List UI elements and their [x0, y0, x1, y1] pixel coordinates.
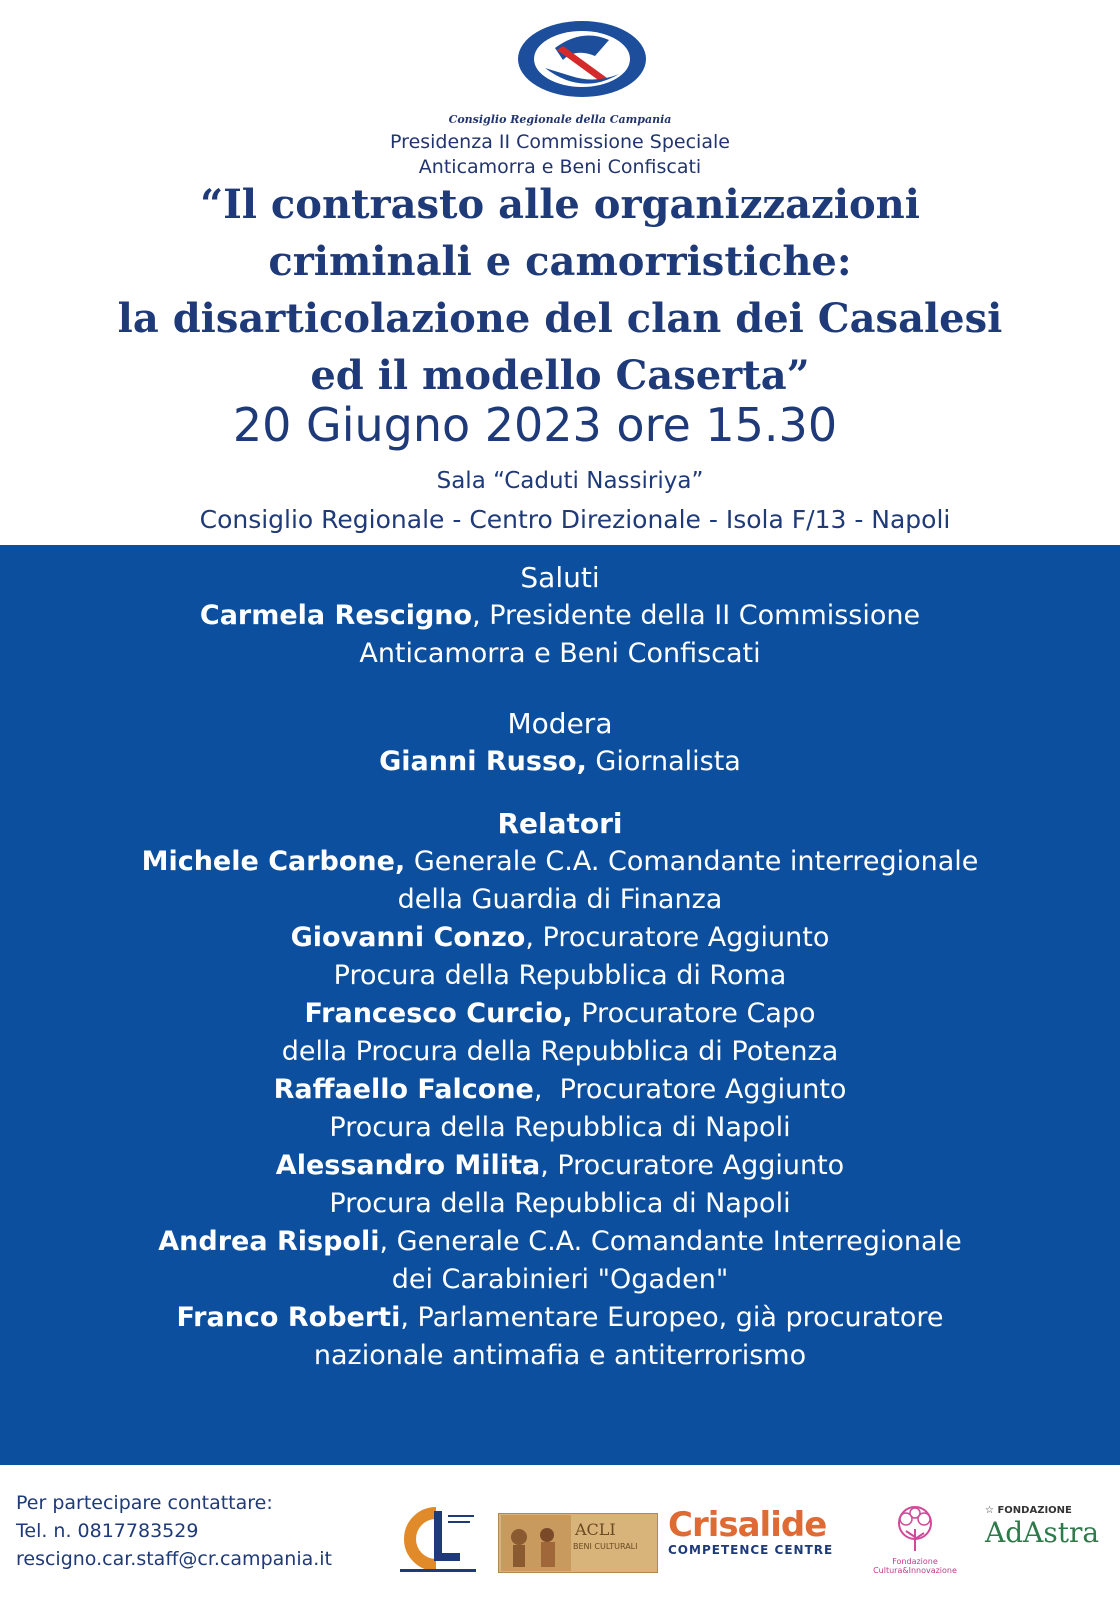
- speaker-role: , Procuratore Aggiunto: [525, 922, 830, 953]
- speaker-role: , Parlamentare Europeo, già procuratore: [400, 1302, 944, 1333]
- title-line: la disarticolazione del clan dei Casalesi: [117, 295, 1003, 342]
- contact-email[interactable]: rescigno.car.staff@cr.campania.it: [16, 1548, 333, 1570]
- event-venue: Consiglio Regionale - Centro Direzionale - Isola F/13 - Napoli: [199, 505, 951, 534]
- speaker-name: Andrea Rispoli: [158, 1226, 380, 1257]
- moderator: [0, 743, 1120, 781]
- campania-region-logo: [515, 18, 650, 100]
- acli-beni-culturali-logo: [498, 1513, 658, 1573]
- saluti-label: Saluti: [520, 561, 600, 594]
- fondazione-cultura-innovazione-logo: [870, 1505, 960, 1575]
- speaker-name: Alessandro Milita: [275, 1150, 541, 1181]
- relatore: [0, 1071, 1120, 1109]
- relatore: [0, 1299, 1120, 1337]
- speaker-role-continued: della Guardia di Finanza: [397, 884, 723, 915]
- crisalide-subtitle: COMPETENCE CENTRE: [668, 1543, 834, 1557]
- speaker-name: Raffaello Falcone: [273, 1074, 534, 1105]
- speaker-role-continued: Anticamorra e Beni Confiscati: [359, 638, 761, 669]
- adastra-fondazione: FONDAZIONE: [997, 1505, 1072, 1516]
- crisalide-logo: [668, 1505, 858, 1575]
- program-section: [0, 545, 1120, 1465]
- title-line: ed il modello Caserta”: [310, 352, 810, 399]
- saluti-speaker: [0, 597, 1120, 635]
- fondazione-adastra-logo: [985, 1505, 1105, 1575]
- speaker-name: Francesco Curcio,: [304, 998, 573, 1029]
- commission-line-1: Presidenza II Commissione Speciale: [390, 131, 730, 153]
- relatore: [0, 919, 1120, 957]
- relatori-label: Relatori: [497, 807, 623, 840]
- commission-line-2: Anticamorra e Beni Confiscati: [418, 156, 702, 178]
- star-icon: ☆: [985, 1505, 998, 1516]
- tree-icon: [880, 1505, 950, 1553]
- speaker-name: Gianni Russo,: [379, 746, 587, 777]
- speaker-role: , Generale C.A. Comandante Interregionale: [379, 1226, 962, 1257]
- relatore: [0, 995, 1120, 1033]
- speaker-role: , Presidente della II Commissione: [472, 600, 921, 631]
- title-line: “Il contrasto alle organizzazioni: [200, 181, 920, 228]
- poster-footer: [0, 1465, 1120, 1600]
- contact-info: [16, 1489, 332, 1573]
- fresco-image-icon: [501, 1515, 571, 1571]
- speaker-role: , Procuratore Aggiunto: [533, 1074, 847, 1105]
- speaker-role-continued: Procura della Repubblica di Roma: [333, 960, 787, 991]
- relatore: [0, 843, 1120, 881]
- speaker-role-continued: dei Carabinieri "Ogaden": [391, 1264, 729, 1295]
- speaker-role: Giornalista: [586, 746, 741, 777]
- speaker-name: Giovanni Conzo: [290, 922, 526, 953]
- event-title: [40, 176, 1080, 404]
- commission-name: [0, 130, 1120, 180]
- fondazione-label: Fondazione Cultura&Innovazione: [873, 1557, 957, 1575]
- modera-label: Modera: [507, 707, 613, 740]
- speaker-role-continued: della Procura della Repubblica di Potenza: [281, 1036, 839, 1067]
- poster-header: [0, 0, 1120, 545]
- speaker-role: , Procuratore Aggiunto: [540, 1150, 845, 1181]
- acli-sublabel: BENI CULTURALI: [573, 1542, 638, 1551]
- speaker-name: Michele Carbone,: [141, 846, 406, 877]
- speaker-role-continued: Procura della Repubblica di Napoli: [329, 1112, 791, 1143]
- event-room: Sala “Caduti Nassiriya”: [436, 468, 704, 494]
- contact-label: Per partecipare contattare:: [16, 1492, 273, 1514]
- speaker-role-continued: nazionale antimafia e antiterrorismo: [313, 1340, 807, 1371]
- speaker-name: Franco Roberti: [176, 1302, 401, 1333]
- speaker-role-continued: Procura della Repubblica di Napoli: [329, 1188, 791, 1219]
- adastra-top-label: [985, 1505, 1105, 1516]
- osservatorio-legalita-logo: [398, 1505, 478, 1575]
- contact-phone[interactable]: Tel. n. 0817783529: [16, 1520, 199, 1542]
- speaker-name: Carmela Rescigno: [199, 600, 473, 631]
- acli-label: ACLI: [575, 1520, 616, 1539]
- council-name: Consiglio Regionale della Campania: [448, 113, 672, 126]
- relatore: [0, 1147, 1120, 1185]
- crisalide-wordmark: Crisalide: [668, 1505, 827, 1545]
- speaker-role: Generale C.A. Comandante interregionale: [405, 846, 979, 877]
- event-date: 20 Giugno 2023 ore 15.30: [232, 398, 838, 452]
- speaker-role: Procuratore Capo: [572, 998, 816, 1029]
- relatore: [0, 1223, 1120, 1261]
- adastra-wordmark: AdAstra: [985, 1516, 1100, 1549]
- title-line: criminali e camorristiche:: [268, 238, 852, 285]
